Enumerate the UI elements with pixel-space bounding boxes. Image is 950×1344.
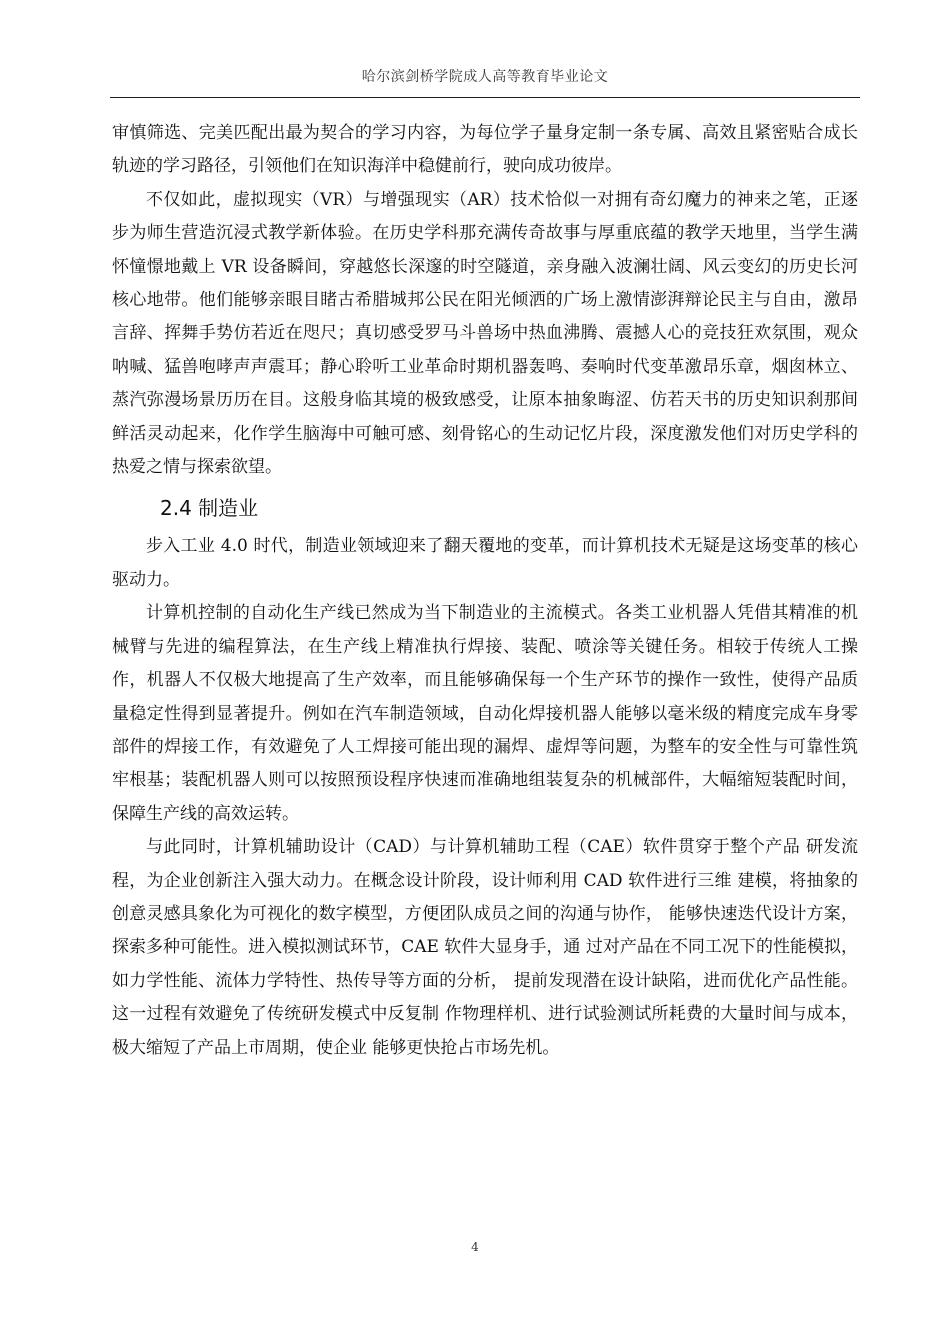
section-heading-manufacturing: 2.4 制造业 <box>160 496 259 521</box>
paragraph-continued: 审慎筛选、完美匹配出最为契合的学习内容，为每位学子量身定制一条专属、高效且紧密贴合成长轨迹的学习路径，引领他们在知识海洋中稳健前行，驶向成功彼岸。 <box>112 123 858 177</box>
paragraph-vr-ar: 不仅如此，虚拟现实（VR）与增强现实（AR）技术恰似一对拥有奇幻魔力的神来之笔，正逐步为师生营造沉浸式教学新体验。在历史学科那充满传奇故事与厚重底蕴的教学天地里，当学生满怀憧憬地戴上 VR 设备瞬间，穿越悠长深邃的时空隧道，亲身融入波澜壮阔、风云变幻的历史长河核心地带。他们能够亲眼目睹古希腊城邦公民在阳光倾洒的广场上激情澎湃辩论民主与自由，激昂言辞、挥舞手势仿若近在咫尺；真切感受罗马斗兽场中热血沸腾、震撼人心的竞技狂欢氛围，观众呐喊、猛兽咆哮声声震耳；静心聆听工业革命时期机器轰鸣、奏响时代变革激昂乐章，烟囱林立、蒸汽弥漫场景历历在目。这般身临其境的极致感受，让原本抽象晦涩、仿若天书的历史知识刹那间鲜活灵动起来，化作学生脑海中可触可感、刻骨铭心的生动记忆片段，深度激发他们对历史学科的热爱之情与探索欲望。 <box>112 189 858 478</box>
page-number: 4 <box>471 1240 479 1254</box>
running-header: 哈尔滨剑桥学院成人高等教育毕业论文 <box>361 69 609 85</box>
header-rule <box>110 97 860 98</box>
page-body <box>112 117 858 1065</box>
paragraph-automation: 计算机控制的自动化生产线已然成为当下制造业的主流模式。各类工业机器人凭借其精准的机械臂与先进的编程算法，在生产线上精准执行焊接、装配、喷涂等关键任务。相较于传统人工操作，机器人不仅极大地提高了生产效率，而且能够确保每一个生产环节的操作一致性，使得产品质量稳定性得到显著提升。例如在汽车制造领域，自动化焊接机器人能够以毫米级的精度完成车身零部件的焊接工作，有效避免了人工焊接可能出现的漏焊、虚焊等问题，为整车的安全性与可靠性筑牢根基；装配机器人则可以按照预设程序快速而准确地组装复杂的机械部件，大幅缩短装配时间，保障生产线的高效运转。 <box>112 603 858 824</box>
paragraph-cad-cae: 与此同时，计算机辅助设计（CAD）与计算机辅助工程（CAE）软件贯穿于整个产品 研发流程，为企业创新注入强大动力。在概念设计阶段，设计师利用 CAD 软件进行三维 建模，将抽象的创意灵感具象化为可视化的数字模型，方便团队成员之间的沟通与协作， 能够快速迭代设计方案，探索多种可能性。进入模拟测试环节，CAE 软件大显身手，通 过对产品在不同工况下的性能模拟，如力学性能、流体力学特性、热传导等方面的分析， 提前发现潜在设计缺陷，进而优化产品性能。这一过程有效避免了传统研发模式中反复制 作物理样机、进行试验测试所耗费的大量时间与成本，极大缩短了产品上市周期，使企业 能够更快抢占市场先机。 <box>112 837 858 1058</box>
paragraph-industry-4: 步入工业 4.0 时代，制造业领域迎来了翻天覆地的变革，而计算机技术无疑是这场变革的核心驱动力。 <box>112 536 858 590</box>
